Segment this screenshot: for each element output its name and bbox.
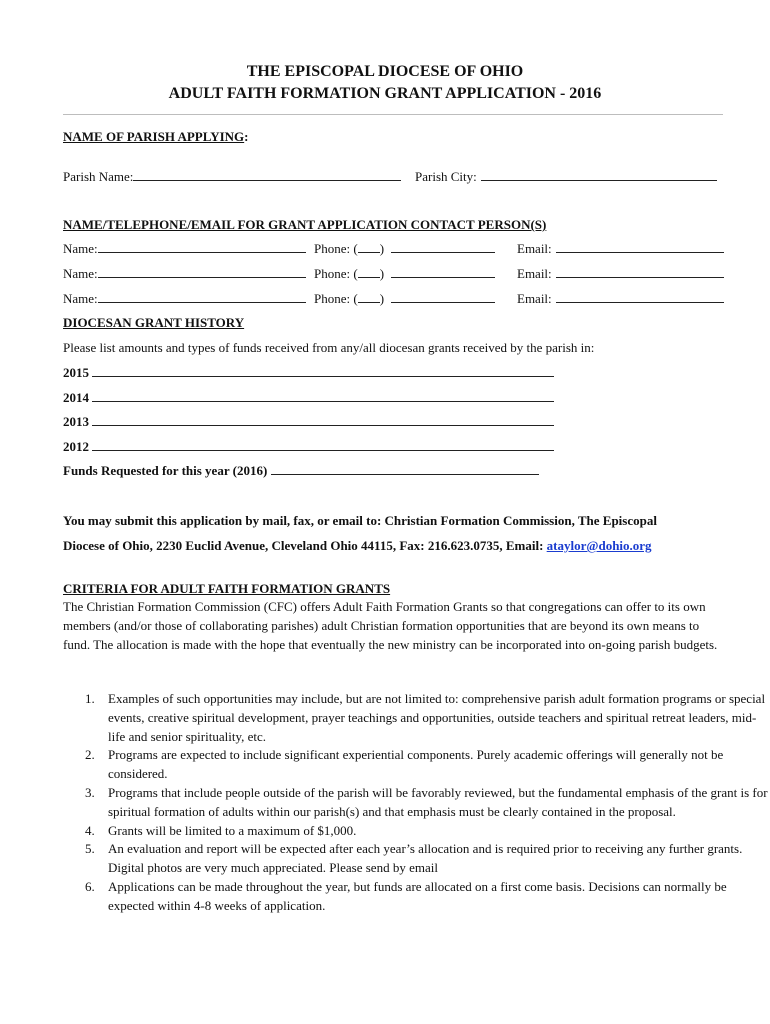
history-year-label: 2015 — [63, 365, 89, 380]
criteria-item-text: Applications can be made throughout the year, but funds are allocated on a first come basis. Decisions can normally be expected within 4-8 weeks of application. — [108, 878, 727, 913]
history-year-label: 2013 — [63, 414, 89, 429]
contact-name-field[interactable] — [98, 240, 306, 253]
history-heading: DIOCESAN GRANT HISTORY — [63, 315, 245, 330]
parish-city-row — [415, 168, 717, 186]
history-year-row — [63, 413, 554, 431]
contact-phone-label: Phone: ( — [314, 266, 358, 281]
contact-row — [63, 240, 306, 258]
contact-email — [517, 265, 724, 283]
contact-email-field[interactable] — [556, 240, 724, 253]
criteria-item — [85, 746, 770, 784]
contact-area-code-field[interactable] — [358, 290, 380, 303]
criteria-item — [85, 784, 770, 822]
funds-requested-label: Funds Requested for this year (2016) — [63, 463, 268, 478]
criteria-item-number: 2. — [85, 747, 95, 763]
parish-heading — [63, 128, 249, 146]
history-year-row — [63, 389, 554, 407]
contact-email-field[interactable] — [556, 265, 724, 278]
parish-city-label: Parish City: — [415, 169, 477, 184]
contact-phone-close: ) — [379, 291, 385, 306]
criteria-item — [85, 878, 770, 916]
criteria-item-text: Examples of such opportunities may include, but are not limited to: comprehensive parish adult formation programs or special events, creative spiritual development, prayer teachings and opportunities, outside teachers and spiritual retreat leaders, mid-life and senior spirituality, etc. — [108, 691, 766, 744]
contact-phone-field[interactable] — [391, 290, 495, 303]
title-line-1: THE EPISCOPAL DIOCESE OF OHIO — [246, 63, 524, 80]
contact-name-label: Name: — [63, 266, 98, 281]
criteria-item — [85, 690, 770, 746]
contact-area-code-field[interactable] — [358, 240, 380, 253]
contact-name-field[interactable] — [98, 290, 306, 303]
parish-name-row — [63, 168, 401, 186]
contact-name-field[interactable] — [98, 265, 306, 278]
contact-email-field[interactable] — [556, 290, 724, 303]
criteria-item-number: 5. — [85, 841, 95, 857]
contact-phone — [314, 240, 495, 258]
submit-line-1: You may submit this application by mail, fax, or email to: Christian Formation Commission, The Episcopal — [63, 513, 657, 528]
contact-row — [63, 265, 306, 283]
criteria-item-number: 1. — [85, 691, 95, 706]
criteria-item-text: Programs that include people outside of the parish will be favorably reviewed, but the fundamental emphasis of the grant is for spiritual formation of adults within our parish(s) and that emphasis must be clearly contained in the proposal. — [108, 784, 768, 819]
contact-phone-close: ) — [379, 266, 385, 281]
history-year-field[interactable] — [92, 413, 554, 426]
contact-email — [517, 240, 724, 258]
history-year-field[interactable] — [92, 438, 554, 451]
submit-address: Diocese of Ohio, 2230 Euclid Avenue, Cleveland Ohio 44115, Fax: 216.623.0735, Email: — [63, 538, 544, 553]
title-line-2: ADULT FAITH FORMATION GRANT APPLICATION - 2016 — [168, 85, 602, 102]
contact-name-label: Name: — [63, 241, 98, 256]
contact-phone — [314, 265, 495, 283]
contact-phone-close: ) — [379, 241, 385, 256]
history-year-label: 2012 — [63, 439, 89, 454]
parish-name-field[interactable] — [133, 168, 401, 181]
criteria-intro: The Christian Formation Commission (CFC) offers Adult Faith Formation Grants so that congregations can offer to its own members (and/or those of collaborating parishes) adult Christian formation opportunities that are beyond its own means to fund. The allocation is made with the hope that eventually the new ministry can be incorporated into on-going parish budgets. — [63, 599, 718, 652]
criteria-list — [63, 690, 770, 916]
contact-phone-field[interactable] — [391, 265, 495, 278]
criteria-item-number: 6. — [85, 878, 95, 894]
contact-email-label: Email: — [517, 291, 552, 306]
contact-email — [517, 290, 724, 308]
parish-name-label: Parish Name: — [63, 169, 134, 184]
header-divider — [63, 114, 723, 115]
contact-phone-label: Phone: ( — [314, 291, 358, 306]
submit-line-2 — [63, 537, 652, 555]
contact-phone-label: Phone: ( — [314, 241, 358, 256]
contact-name-label: Name: — [63, 291, 98, 306]
contact-row — [63, 290, 306, 308]
funds-requested-row — [63, 462, 539, 480]
history-year-row — [63, 438, 554, 456]
criteria-item-text: Grants will be limited to a maximum of $1,000. — [108, 822, 357, 838]
contact-email-label: Email: — [517, 266, 552, 281]
contact-area-code-field[interactable] — [358, 265, 380, 278]
history-year-field[interactable] — [92, 389, 554, 402]
parish-heading-text: NAME OF PARISH APPLYING — [63, 129, 245, 144]
criteria-item — [85, 840, 770, 878]
criteria-item — [85, 822, 770, 841]
criteria-heading: CRITERIA FOR ADULT FAITH FORMATION GRANTS — [63, 581, 391, 596]
criteria-item-number: 3. — [85, 784, 95, 800]
parish-city-field[interactable] — [481, 168, 717, 181]
contacts-heading: NAME/TELEPHONE/EMAIL FOR GRANT APPLICATION CONTACT PERSON(S) — [63, 217, 547, 232]
history-year-field[interactable] — [92, 364, 554, 377]
history-year-label: 2014 — [63, 390, 89, 405]
criteria-item-text: Programs are expected to include significant experiential components. Purely academic offerings will generally not be considered. — [108, 747, 724, 782]
parish-heading-colon: : — [244, 129, 249, 144]
contact-phone — [314, 290, 495, 308]
contact-email-label: Email: — [517, 241, 552, 256]
criteria-item-text: An evaluation and report will be expected after each year’s allocation and is required prior to receiving any further grants. Digital photos are very much appreciated. Please send by email — [108, 841, 743, 876]
contact-phone-field[interactable] — [391, 240, 495, 253]
submit-email-link[interactable]: ataylor@dohio.org — [546, 538, 652, 553]
history-instructions: Please list amounts and types of funds received from any/all diocesan grants received by the parish in: — [63, 340, 595, 355]
criteria-item-number: 4. — [85, 822, 95, 838]
funds-requested-field[interactable] — [271, 462, 539, 475]
history-year-row — [63, 364, 554, 382]
